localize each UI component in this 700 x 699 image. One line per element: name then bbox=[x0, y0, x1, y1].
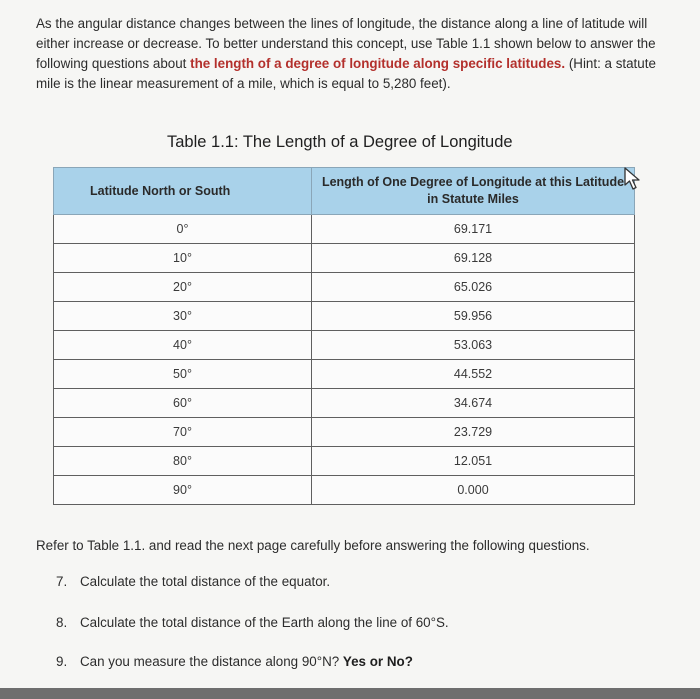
miles-cell: 44.552 bbox=[312, 360, 635, 389]
table-header-row bbox=[54, 168, 635, 215]
latitude-cell: 30° bbox=[54, 302, 312, 331]
latitude-cell: 50° bbox=[54, 360, 312, 389]
table-title: Table 1.1: The Length of a Degree of Longitude bbox=[167, 133, 513, 151]
table-row bbox=[54, 244, 635, 273]
table-row bbox=[54, 215, 635, 244]
question-text: Calculate the total distance of the equator. bbox=[80, 574, 331, 589]
mouse-cursor-icon bbox=[622, 166, 646, 197]
table-row bbox=[54, 476, 635, 505]
miles-cell: 12.051 bbox=[312, 447, 635, 476]
miles-cell: 59.956 bbox=[312, 302, 635, 331]
latitude-cell: 0° bbox=[54, 215, 312, 244]
intro-paragraph bbox=[36, 14, 661, 94]
question-number: 7. bbox=[56, 574, 68, 589]
question-text: Calculate the total distance of the Earth along the line of 60°S. bbox=[80, 615, 449, 630]
miles-cell: 23.729 bbox=[312, 418, 635, 447]
intro-text-part1: As the angular distance changes between the lines of longitude, the distance along a line of latitude will either increase or decrease. To better understand this concept, use Table 1.1 shown below to answer the following questions about bbox=[36, 16, 656, 71]
table-body bbox=[54, 215, 635, 505]
refer-instruction: Refer to Table 1.1. and read the next page carefully before answering the following questions. bbox=[36, 538, 590, 553]
table-row bbox=[54, 302, 635, 331]
header-length: Length of One Degree of Longitude at this Latitude in Statute Miles bbox=[312, 168, 635, 215]
question-number: 8. bbox=[56, 615, 68, 630]
latitude-cell: 20° bbox=[54, 273, 312, 302]
miles-cell: 69.128 bbox=[312, 244, 635, 273]
question-emphasis: Yes or No? bbox=[342, 654, 413, 669]
latitude-cell: 60° bbox=[54, 389, 312, 418]
latitude-cell: 70° bbox=[54, 418, 312, 447]
question-number: 9. bbox=[56, 654, 68, 669]
header-latitude: Latitude North or South bbox=[54, 168, 312, 215]
table-row bbox=[54, 273, 635, 302]
latitude-cell: 80° bbox=[54, 447, 312, 476]
table-row bbox=[54, 389, 635, 418]
miles-cell: 65.026 bbox=[312, 273, 635, 302]
latitude-cell: 10° bbox=[54, 244, 312, 273]
table-row bbox=[54, 360, 635, 389]
miles-cell: 69.171 bbox=[312, 215, 635, 244]
question-item bbox=[56, 574, 330, 589]
intro-highlight: the length of a degree of longitude along specific latitudes. bbox=[190, 56, 566, 71]
table-row bbox=[54, 447, 635, 476]
miles-cell: 53.063 bbox=[312, 331, 635, 360]
miles-cell: 0.000 bbox=[312, 476, 635, 505]
miles-cell: 34.674 bbox=[312, 389, 635, 418]
question-item bbox=[56, 615, 449, 630]
bottom-bar bbox=[0, 688, 700, 699]
intro-text-part2: (Hint: a statute mile is the linear measurement of a mile, which is equal to 5,280 feet). bbox=[36, 56, 656, 91]
question-item bbox=[56, 654, 413, 669]
longitude-table bbox=[53, 167, 635, 505]
latitude-cell: 40° bbox=[54, 331, 312, 360]
question-text: Can you measure the distance along 90°N? bbox=[80, 654, 343, 669]
table-row bbox=[54, 418, 635, 447]
latitude-cell: 90° bbox=[54, 476, 312, 505]
table-row bbox=[54, 331, 635, 360]
